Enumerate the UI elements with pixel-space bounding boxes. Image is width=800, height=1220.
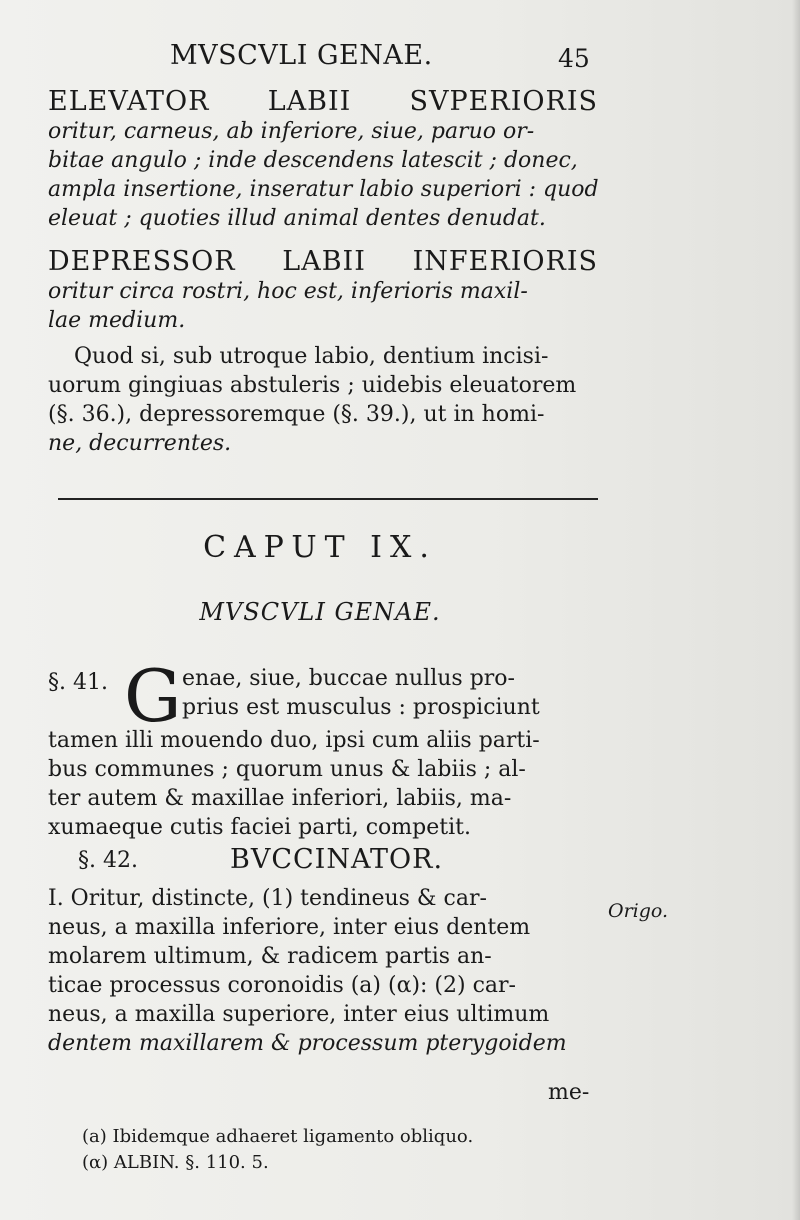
text-line: (§. 36.), depressoremque (§. 39.), ut in homi- — [48, 402, 545, 427]
text-line: neus, a maxilla superiore, inter eius ultimum — [48, 1002, 550, 1027]
section-heading: BVCCINATOR. — [230, 844, 444, 875]
text-line: Quod si, sub utroque labio, dentium incisi- — [74, 344, 549, 369]
text-line: bus communes ; quorum unus & labiis ; al- — [48, 757, 526, 782]
running-head: MVSCVLI GENAE. — [170, 40, 433, 71]
section-number: §. 41. — [48, 670, 108, 695]
section-number: §. 42. — [78, 848, 138, 873]
text-line: lae medium. — [48, 308, 186, 333]
dropcap-row — [48, 654, 598, 738]
chapter-title: CAPUT IX. — [203, 530, 437, 565]
dropcap-lines — [182, 664, 598, 722]
drop-cap: G — [124, 654, 182, 738]
section-41 — [48, 654, 598, 842]
text-line: ampla insertione, inseratur labio superiori : quod — [48, 177, 599, 202]
heading-word: LABII — [282, 246, 366, 277]
page-edge-shadow — [792, 0, 800, 1220]
text-line: neus, a maxilla inferiore, inter eius dentem — [48, 915, 531, 940]
text-line: tamen illi mouendo duo, ipsi cum aliis parti- — [48, 728, 540, 753]
page-number: 45 — [558, 44, 590, 73]
section-42-text — [48, 884, 600, 1058]
heading-word: SVPERIORIS — [409, 86, 598, 117]
quod-paragraph — [48, 342, 598, 458]
heading-word: LABII — [267, 86, 352, 117]
elevator-heading — [48, 86, 598, 117]
text-line: enae, siue, buccae nullus pro- — [182, 666, 515, 691]
catchword: me- — [548, 1080, 590, 1105]
text-line: bitae angulo ; inde descendens latescit ; donec, — [48, 148, 578, 173]
elevator-section — [48, 86, 598, 233]
depressor-heading — [48, 246, 598, 277]
text-line: uorum gingiuas abstuleris ; uidebis eleuatorem — [48, 373, 577, 398]
heading-word: ELEVATOR — [48, 86, 210, 117]
chapter-subtitle: MVSCVLI GENAE. — [199, 598, 441, 626]
footnotes — [82, 1124, 562, 1176]
footnote: (a) Ibidemque adhaeret ligamento obliquo. — [82, 1126, 474, 1147]
text-line: ticae processus coronoidis (a) (α): (2) car- — [48, 973, 516, 998]
horizontal-rule — [58, 498, 598, 500]
text-line: xumaeque cutis faciei parti, competit. — [48, 815, 471, 840]
footnote: (α) ALBIN. §. 110. 5. — [82, 1152, 269, 1173]
text-line: ne, decurrentes. — [48, 431, 232, 456]
text-line: oritur, carneus, ab inferiore, siue, paruo or- — [48, 119, 535, 144]
depressor-section — [48, 246, 598, 335]
heading-word: INFERIORIS — [412, 246, 598, 277]
text-line: prius est musculus : prospiciunt — [182, 695, 540, 720]
text-line: ter autem & maxillae inferiori, labiis, ma- — [48, 786, 512, 811]
text-line: oritur circa rostri, hoc est, inferioris maxil- — [48, 279, 528, 304]
margin-note: Origo. — [608, 900, 669, 922]
text-line: molarem ultimum, & radicem partis an- — [48, 944, 492, 969]
heading-word: DEPRESSOR — [48, 246, 236, 277]
text-line: I. Oritur, distincte, (1) tendineus & car- — [48, 886, 487, 911]
text-line: dentem maxillarem & processum pterygoidem — [48, 1031, 567, 1056]
text-line: eleuat ; quoties illud animal dentes denudat. — [48, 206, 546, 231]
